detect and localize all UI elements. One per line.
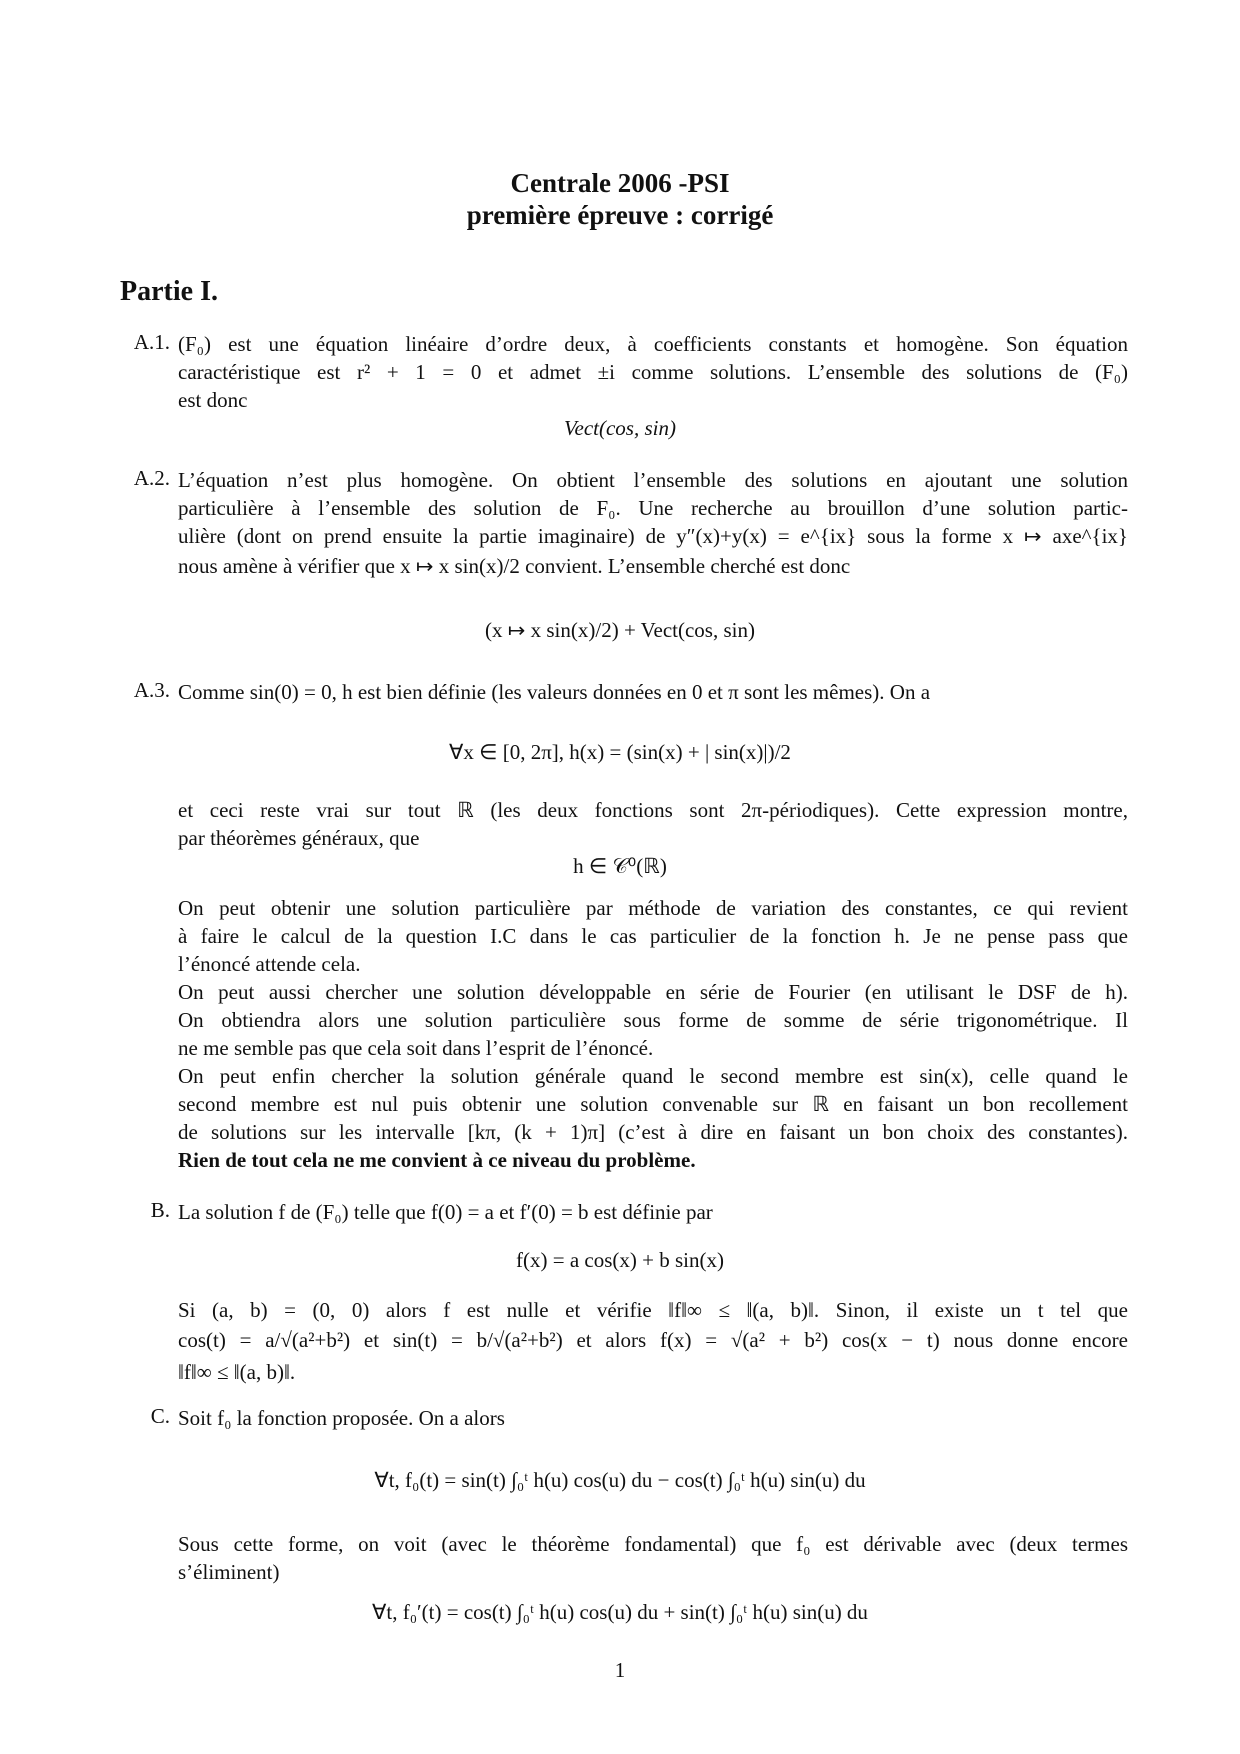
a3-line-12: de solutions sur les intervalle [kπ, (k + 1)π] (c’est à dire en faisant un bon choix des constantes). [178, 1120, 1128, 1144]
a3-conclusion: Rien de tout cela ne me convient à ce niveau du problème. [178, 1148, 696, 1172]
document-subtitle: première épreuve : corrigé [466, 200, 774, 230]
a3-line-8: On obtiendra alors une solution particulière sous forme de somme de série trigonométrique. Il [178, 1008, 1128, 1032]
a3-line-6: l’énoncé attende cela. [178, 952, 361, 976]
c-equation-2: ∀t, f₀′(t) = cos(t) ∫₀ᵗ h(u) cos(u) du + sin(t) ∫₀ᵗ h(u) sin(u) du [372, 1600, 868, 1624]
a3-line-1: Comme sin(0) = 0, h est bien définie (les valeurs données en 0 et π sont les mêmes). On a [178, 680, 931, 704]
a1-line-2: caractéristique est r² + 1 = 0 et admet ±i comme solutions. L’ensemble des solutions de (F₀) [178, 360, 1128, 384]
a2-line-1: L’équation n’est plus homogène. On obtient l’ensemble des solutions en ajoutant une solution [178, 468, 1128, 492]
item-label-a1: A.1. [133, 330, 170, 354]
page-number: 1 [614, 1658, 626, 1682]
part-heading: Partie I. [120, 276, 218, 307]
a3-line-7: On peut aussi chercher une solution développable en série de Fourier (en utilisant le DSF de h). [178, 980, 1128, 1004]
b-line-2: Si (a, b) = (0, 0) alors f est nulle et vérifie ‖f‖∞ ≤ ‖(a, b)‖. Sinon, il existe un t tel que [178, 1298, 1128, 1322]
a3-equation-2: h ∈ 𝒞⁰(ℝ) [573, 854, 667, 878]
a1-line-1: (F₀) est une équation linéaire d’ordre deux, à coefficients constants et homogène. Son équation [178, 332, 1128, 356]
item-label-b: B. [150, 1198, 170, 1222]
a2-line-4: nous amène à vérifier que x ↦ x sin(x)/2 convient. L’ensemble cherché est donc [178, 554, 851, 578]
a1-equation: Vect(cos, sin) [564, 416, 676, 440]
a3-equation-1: ∀x ∈ [0, 2π], h(x) = (sin(x) + | sin(x)|)/2 [449, 740, 791, 764]
a2-line-2: particulière à l’ensemble des solution de F₀. Une recherche au brouillon d’une solution partic- [178, 496, 1128, 520]
a2-equation: (x ↦ x sin(x)/2) + Vect(cos, sin) [485, 618, 755, 642]
c-line-3: s’éliminent) [178, 1560, 280, 1584]
c-equation-1: ∀t, f₀(t) = sin(t) ∫₀ᵗ h(u) cos(u) du − cos(t) ∫₀ᵗ h(u) sin(u) du [374, 1468, 866, 1492]
b-line-4: ‖f‖∞ ≤ ‖(a, b)‖. [178, 1360, 296, 1384]
a3-line-5: à faire le calcul de la question I.C dans le cas particulier de la fonction h. Je ne pense pass que [178, 924, 1128, 948]
document-title: Centrale 2006 -PSI [510, 168, 730, 198]
item-label-c: C. [150, 1404, 170, 1428]
a2-line-3: ulière (dont on prend ensuite la partie imaginaire) de y″(x)+y(x) = e^{ix} sous la forme x ↦ axe^{ix} [178, 524, 1128, 548]
a3-line-10: On peut enfin chercher la solution générale quand le second membre est sin(x), celle quand le [178, 1064, 1128, 1088]
c-line-1: Soit f₀ la fonction proposée. On a alors [178, 1406, 505, 1430]
a3-line-4: On peut obtenir une solution particulière par méthode de variation des constantes, ce qui revient [178, 896, 1128, 920]
item-label-a2: A.2. [133, 466, 170, 490]
a3-line-11: second membre est nul puis obtenir une solution convenable sur ℝ en faisant un bon recollement [178, 1092, 1128, 1116]
b-line-1: La solution f de (F₀) telle que f(0) = a et f′(0) = b est définie par [178, 1200, 713, 1224]
c-line-2: Sous cette forme, on voit (avec le théorème fondamental) que f₀ est dérivable avec (deux termes [178, 1532, 1128, 1556]
item-label-a3: A.3. [133, 678, 170, 702]
b-equation: f(x) = a cos(x) + b sin(x) [516, 1248, 724, 1272]
a1-line-3: est donc [178, 388, 248, 412]
a3-line-9: ne me semble pas que cela soit dans l’esprit de l’énoncé. [178, 1036, 654, 1060]
b-line-3: cos(t) = a/√(a²+b²) et sin(t) = b/√(a²+b²) et alors f(x) = √(a² + b²) cos(x − t) nous donne encore [178, 1328, 1128, 1352]
a3-line-2: et ceci reste vrai sur tout ℝ (les deux fonctions sont 2π-périodiques). Cette expression montre, [178, 798, 1128, 822]
a3-line-3: par théorèmes généraux, que [178, 826, 420, 850]
